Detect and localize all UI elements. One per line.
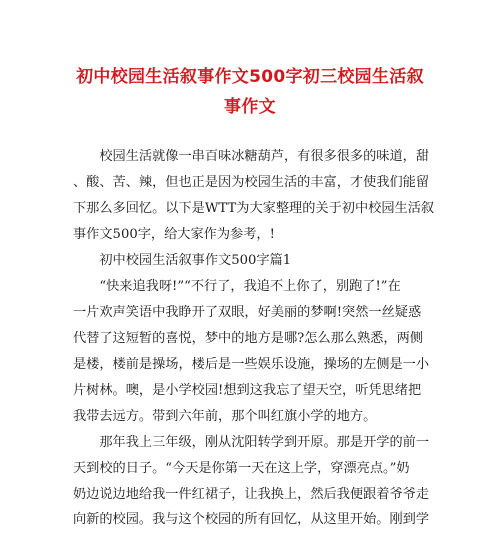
body-line: 校园生活就像一串百味冰糖葫芦，有很多很多的味道，甜: [73, 149, 430, 164]
body-line: 下那么多回忆。以下是WTT为大家整理的关于初中校园生活叙: [73, 201, 435, 216]
body-line: 片树林。噢，是小学校园!想到这我忘了望天空，听凭思绪把: [73, 383, 422, 398]
body-line: “快来追我呀!”“不行了，我追不上你了，别跑了!”在: [73, 279, 401, 294]
document-title-line-1: 初中校园生活叙事作文500字初三校园生活叙: [76, 67, 424, 87]
body-line: 向新的校园。我与这个校园的所有回忆，从这里开始。刚到学: [73, 512, 430, 527]
body-line: 奶边说边地给我一件红裙子，让我换上，然后我便跟着爷爷走: [73, 487, 430, 502]
document-title-line-2: 事作文: [224, 97, 276, 117]
body-line: 天到校的日子。“今天是你第一天在这上学，穿漂亮点。”奶: [73, 461, 410, 476]
section-heading: 初中校园生活叙事作文500字篇1: [73, 253, 292, 268]
body-line: 我带去远方。带到六年前，那个叫红旗小学的地方。: [73, 409, 377, 424]
body-line: 是楼，楼前是操场，楼后是一些娱乐设施，操场的左侧是一小: [73, 357, 430, 372]
body-line: 、酸、苦、辣，但也正是因为校园生活的丰富，才使我们能留: [73, 175, 430, 190]
body-line: 一片欢声笑语中我睁开了双眼，好美丽的梦啊!突然一丝疑惑: [73, 305, 422, 320]
body-line: 事作文500字，给大家作为参考，!: [73, 227, 275, 242]
body-line: 那年我上三年级，刚从沈阳转学到开原。那是开学的前一: [73, 435, 430, 450]
body-line: 代替了这短暂的喜悦，梦中的地方是哪?怎么那么熟悉，两侧: [73, 331, 423, 346]
